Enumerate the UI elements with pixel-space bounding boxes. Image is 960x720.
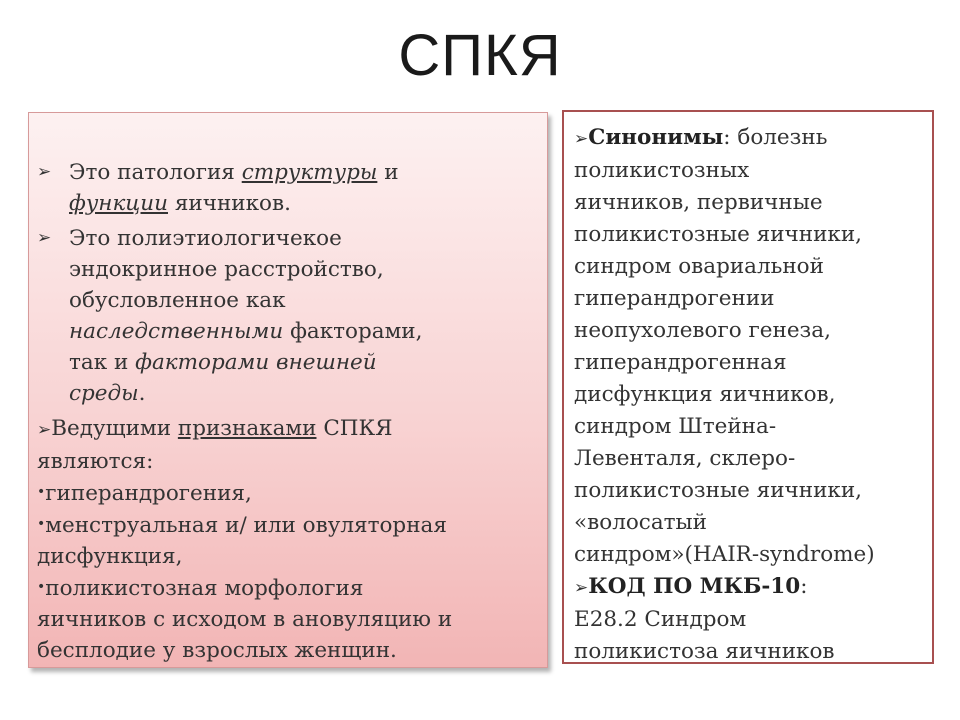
sign-item-hyperandrogenism: •гиперандрогения, xyxy=(37,481,252,506)
sign-item-morphology: •поликистозная морфология яичников с исходом в ановуляцию и бесплодие у взрослых женщин. xyxy=(37,576,453,663)
sign-item-dysfunction: •менструальная и/ или овуляторная дисфункция, xyxy=(37,513,447,569)
synonyms-panel xyxy=(562,110,934,664)
slide-title: СПКЯ xyxy=(398,23,562,88)
dot-bullet-icon: • xyxy=(37,516,46,532)
arrow-bullet-icon: ➢ xyxy=(37,420,52,440)
definition-item-structure: ➢ Это патология структуры и функции яичников. xyxy=(37,157,537,219)
arrow-bullet-icon: ➢ xyxy=(574,578,589,598)
definition-item-etiology: ➢ Это полиэтиологичекое эндокринное расстройство, обусловленное как наследственными факторами, так и факторами внешней среды. xyxy=(37,223,537,409)
signs-heading: ➢Ведущими признаками СПКЯ являются: xyxy=(37,416,393,474)
arrow-bullet-icon: ➢ xyxy=(574,129,589,149)
synonyms-block: ➢Синонимы: болезнь поликистозных яичников, первичные поликистозные яичники, синдром овариальной гиперандрогении неопухолевого генеза, гиперандрогенная дисфункция яичников, синдром Штейна- Левенталя, склеро- поликистозные яичники, «волосатый синдром»(HAIR-syndrome) xyxy=(574,125,875,567)
dot-bullet-icon: • xyxy=(37,579,46,595)
arrow-bullet-icon: ➢ xyxy=(37,162,52,182)
dot-bullet-icon: • xyxy=(37,484,46,500)
icd-code-block: ➢КОД ПО МКБ-10: E28.2 Синдром поликистоза яичников xyxy=(574,574,835,664)
arrow-bullet-icon: ➢ xyxy=(37,228,52,248)
definition-panel xyxy=(28,112,548,668)
